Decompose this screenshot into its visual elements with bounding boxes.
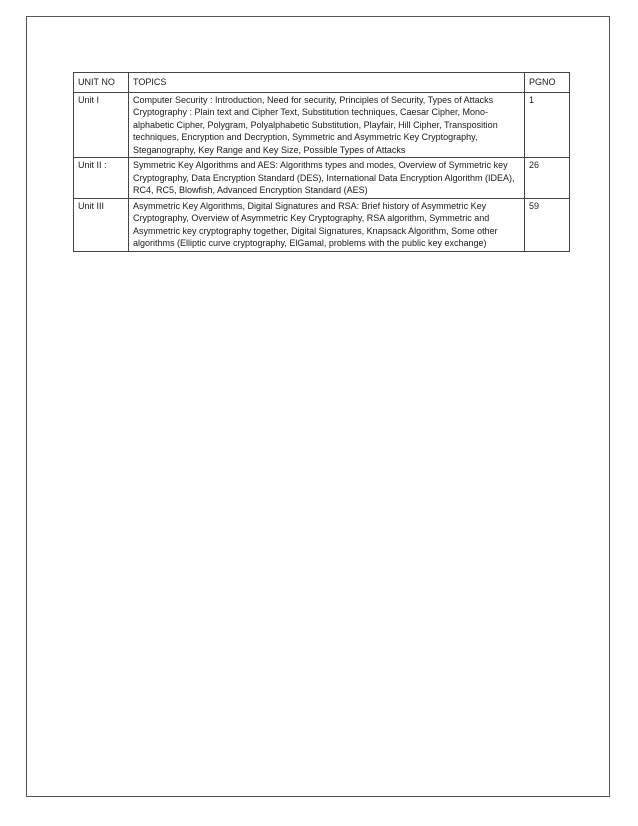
topics-cell: Computer Security : Introduction, Need for security, Principles of Security, Types of Attacks Cryptography : Plain text and Cipher Text, Substitution techniques, Caesar Cipher, Mono-alphabetic Cipher, Polygram, Polyalphabetic Substitution, Playfair, Hill Cipher, Transposition techniques, Encryption and Decryption, Symmetric and Asymmetric Key Cryptography, Steganography, Key Range and Key Size, Possible Types of Attacks bbox=[129, 92, 525, 158]
unit-cell: Unit II : bbox=[74, 158, 129, 199]
topics-cell: Asymmetric Key Algorithms, Digital Signatures and RSA: Brief history of Asymmetric Key Cryptography, Overview of Asymmetric Key Cryptography, RSA algorithm, Symmetric and Asymmetric key cryptography together, Digital Signatures, Knapsack Algorithm, Some other algorithms (Elliptic curve cryptography, ElGamal, problems with the public key exchange) bbox=[129, 198, 525, 251]
page-number-cell: 1 bbox=[525, 92, 570, 158]
contents-table bbox=[73, 72, 570, 252]
table-row bbox=[74, 158, 570, 199]
unit-cell: Unit III bbox=[74, 198, 129, 251]
header-unit-no: UNIT NO bbox=[74, 73, 129, 93]
header-topics: TOPICS bbox=[129, 73, 525, 93]
table-row bbox=[74, 92, 570, 158]
unit-cell: Unit I bbox=[74, 92, 129, 158]
page-number-cell: 26 bbox=[525, 158, 570, 199]
table-header-row bbox=[74, 73, 570, 93]
header-page-no: PGNO bbox=[525, 73, 570, 93]
page-number-cell: 59 bbox=[525, 198, 570, 251]
topics-cell: Symmetric Key Algorithms and AES: Algorithms types and modes, Overview of Symmetric key Cryptography, Data Encryption Standard (DES), International Data Encryption Algorithm (IDEA), RC4, RC5, Blowfish, Advanced Encryption Standard (AES) bbox=[129, 158, 525, 199]
table-row bbox=[74, 198, 570, 251]
